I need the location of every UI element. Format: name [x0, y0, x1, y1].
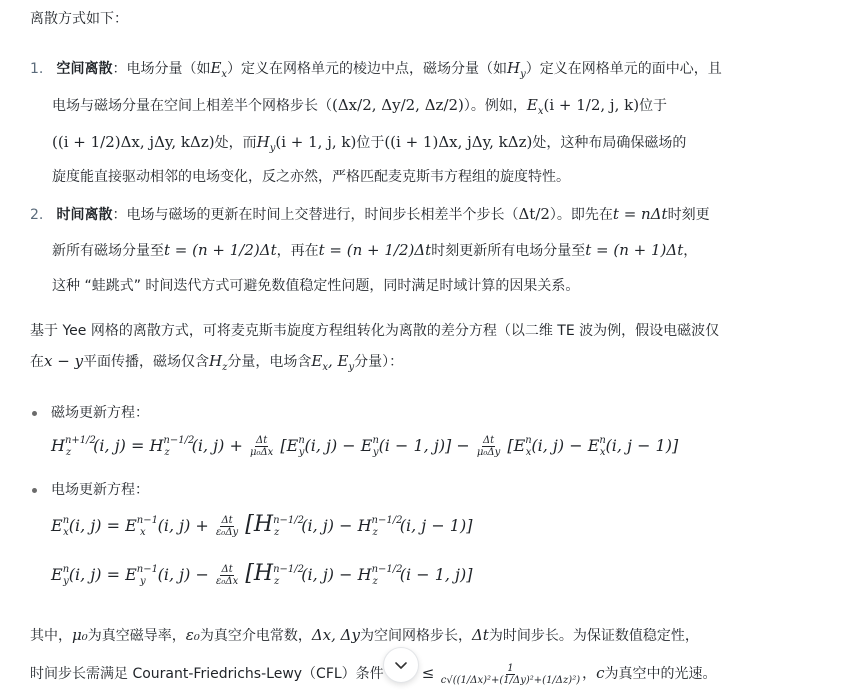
fraction: $\frac{\Delta t}{\text{μ₀Δy}}$ — [476, 435, 501, 458]
list-item: 2. 时间离散：电场与磁场的更新在时间上交替进行，时间步长相差半个步长（Δt/2）。即先在t = nΔt时刻更 — [30, 203, 710, 226]
scroll-down-button[interactable] — [383, 647, 419, 683]
fraction: $\frac{\Delta t}{\text{ε₀Δy}}$ — [215, 515, 239, 538]
fraction: $\frac{\Delta t}{\text{ε₀Δx}}$ — [215, 564, 239, 587]
equation-ex-update: $E^n_x(i$, $j) = E^{n-1}_x$ (i, j) + $\frac{\Delta t}{\text{ε₀Δy}}$ [$H^{n-1/2}_z$ (i, $j) - H^{n-1/2}_z$ (i, j − 1)] — [51, 512, 473, 538]
equation-h-update: $H^{n+1/2}_z$ (i, $j) = H^{n-1/2}_z$ (i, j) + $\frac{\Delta t}{\text{μ₀Δx}}$ [$E^n_y(i$, $j) - E^n_y(i - 1$, j)] − $\frac{\Delta t}{\text{μ₀Δy}}$ [$E^n_x(i$, $j) - E^n_x(i$, j − 1)] — [51, 435, 679, 458]
paragraph-line: 基于 Yee 网格的离散方式，可将麦克斯韦旋度方程组转化为离散的差分方程（以二维 TE 波为例，假设电磁波仅 — [30, 323, 720, 339]
intro-text: 离散方式如下： — [30, 11, 128, 27]
list-number: 1. — [30, 61, 44, 77]
bullet-label: 电场更新方程： — [51, 482, 149, 498]
bullet-icon — [32, 411, 37, 416]
list-item-line: ((i + 1/2)Δx, jΔy, kΔz)处，而$H_y(i + 1$, j, k)位于((i + 1)Δx, jΔy, kΔz)处，这种布局确保磁场的 — [52, 133, 687, 154]
equation-ey-update: $E^n_y(i$, $j) = E^{n-1}_y$ (i, j) − $\frac{\Delta t}{\text{ε₀Δx}}$ [$H^{n-1/2}_z$ (i, $j) - H^{n-1/2}_z$ (i − 1, j)] — [51, 561, 473, 587]
paragraph-line: 在x − y平面传播，磁场仅含$H_z$分量，电场含$E_x$, $E_y$分量）： — [30, 352, 404, 373]
list-item-line: 电场与磁场分量在空间上相差半个网格步长（(Δx/2, Δy/2, Δz/2)）。例如，$E_x(i + 1/2$, j, k)位于 — [52, 96, 668, 117]
fraction: $\frac{1}{\text{c√((1/Δx)²+(1/Δy)²+(1/Δz)²)}}$ — [440, 662, 581, 686]
item-title: 时间离散 — [56, 207, 113, 223]
bullet-icon — [32, 488, 37, 493]
bullet-label: 磁场更新方程： — [51, 405, 149, 421]
list-item-line: 这种 “蛙跳式” 时间迭代方式可避免数值稳定性问题，同时满足时域计算的因果关系。 — [52, 278, 580, 294]
chevron-down-icon — [394, 658, 408, 672]
paragraph-line: 时间步长需满足 Courant-Friedrichs-Lewy（CFL）条件 ≤ $\frac{1}{\text{c√((1/Δx)²+(1/Δy)²+(1/Δz)²)}}$ ，c为真空中的光速。 — [30, 662, 717, 686]
list-item-line: 新所有磁场分量至t = (n + 1/2)Δt，再在t = (n + 1/2)Δt时刻更新所有电场分量至t = (n + 1)Δt， — [52, 241, 698, 259]
paragraph-line: 其中，μ₀为真空磁导率，ε₀为真空介电常数，Δx, Δy为空间网格步长，Δt为时间步长。为保证数值稳定性， — [30, 626, 699, 644]
fraction: $\frac{\Delta t}{\text{μ₀Δx}}$ — [249, 435, 274, 458]
list-item: 1. 空间离散：电场分量（如$E_x$）定义在网格单元的棱边中点，磁场分量（如$H_y$）定义在网格单元的面中心，且 — [30, 59, 722, 80]
list-item-line: 旋度能直接驱动相邻的电场变化，反之亦然，严格匹配麦克斯韦方程组的旋度特性。 — [52, 169, 570, 185]
item-title: 空间离散 — [56, 61, 113, 77]
list-number: 2. — [30, 207, 44, 223]
